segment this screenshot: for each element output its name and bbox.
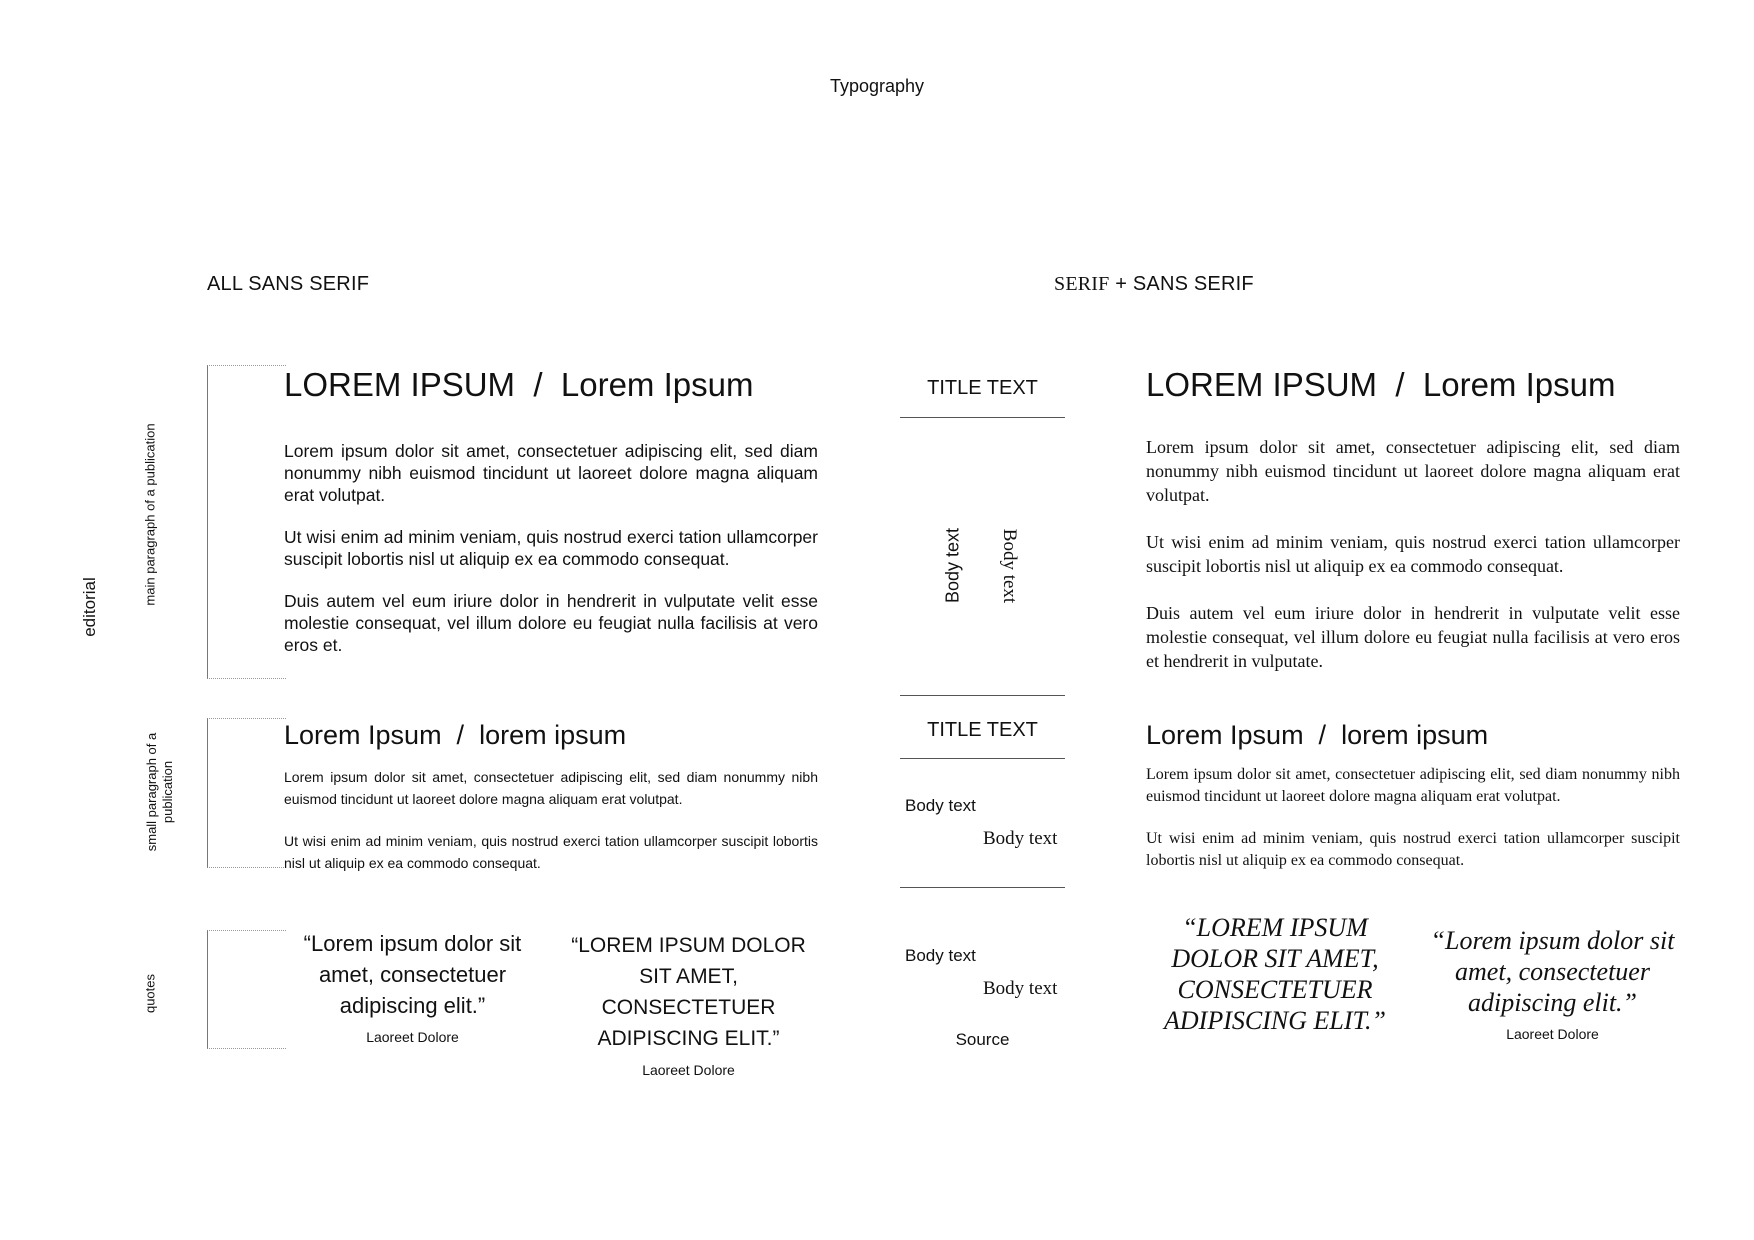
right-column-heading [1054,273,1254,296]
left-main-body [284,440,818,676]
left-quote-2-text: “LOREM IPSUM DOLOR SIT AMET, CONSECTETUER ADIPISCING ELIT.” [571,934,806,1050]
left-main-paragraph-2: Ut wisi enim ad minim veniam, quis nostrud exerci tation ullamcorper suscipit lobortis nisl ut aliquip ex ea commodo consequat. [284,527,818,569]
left-quote-2 [556,930,821,1078]
middle-divider-1 [900,417,1065,418]
left-main-paragraph-1: Lorem ipsum dolor sit amet, consectetuer adipiscing elit, sed diam nonummy nibh euismod tincidunt ut laoreet dolore magna aliquam erat volutpat. [284,441,818,505]
right-small-title: Lorem Ipsum / lorem ipsum [1146,720,1489,750]
right-main-body [1146,435,1680,696]
right-small-paragraph-1: Lorem ipsum dolor sit amet, consectetuer adipiscing elit, sed diam nonummy nibh euismod tincidunt ut laoreet dolore magna aliquam erat volutpat. [1146,766,1680,805]
right-quote-2 [1430,925,1675,1042]
middle-title-1: TITLE TEXT [927,377,1038,399]
left-quote-2-source: Laoreet Dolore [642,1062,735,1078]
bracket-main [207,365,286,679]
right-main-paragraph-3: Duis autem vel eum iriure dolor in hendrerit in vulputate velit esse molestie consequat, vel illum dolore eu feugiat nulla facilisis at vero eros et hendrerit in vulputate. [1146,603,1680,671]
middle-body-serif-a: Body text [983,828,1058,849]
left-column-heading: ALL SANS SERIF [207,273,370,295]
right-main-paragraph-1: Lorem ipsum dolor sit amet, consectetuer adipiscing elit, sed diam nonummy nibh euismod tincidunt ut laoreet dolore magna aliquam erat volutpat. [1146,437,1680,505]
row-label-main: main paragraph of a publication [142,423,158,606]
middle-divider-2 [900,695,1065,696]
middle-body-sans-a: Body text [905,796,976,815]
right-small-paragraph-2: Ut wisi enim ad minim veniam, quis nostrud exerci tation ullamcorper suscipit lobortis nisl ut aliquip ex ea commodo consequat. [1146,830,1680,869]
middle-source: Source [955,1030,1010,1049]
middle-vertical-body-sans: Body text [942,527,963,604]
row-label-small-line2: publication [160,760,175,824]
right-main-paragraph-2: Ut wisi enim ad minim veniam, quis nostrud exerci tation ullamcorper suscipit lobortis nisl ut aliquip ex ea commodo consequat. [1146,532,1680,576]
middle-divider-3 [900,758,1065,759]
bracket-quotes [207,930,286,1049]
left-quote-1-source: Laoreet Dolore [366,1029,459,1045]
row-label-quotes: quotes [142,973,158,1014]
middle-vertical-body-serif: Body text [999,528,1020,604]
heading-serif-word: SERIF [1054,273,1110,295]
left-small-title: Lorem Ipsum / lorem ipsum [284,720,627,750]
middle-body-sans-b: Body text [905,946,976,965]
section-label-editorial: editorial [80,577,99,637]
left-small-body [284,766,818,894]
right-quote-1: “LOREM IPSUM DOLOR SIT AMET, CONSECTETUER ADIPISCING ELIT.” [1164,913,1386,1035]
row-label-small [144,722,176,862]
left-small-paragraph-1: Lorem ipsum dolor sit amet, consectetuer adipiscing elit, sed diam nonummy nibh euismod tincidunt ut laoreet dolore magna aliquam erat volutpat. [284,769,818,807]
right-main-title: LOREM IPSUM / Lorem Ipsum [1146,366,1616,403]
bracket-small [207,718,286,868]
middle-body-serif-b: Body text [983,978,1058,999]
left-main-title: LOREM IPSUM / Lorem Ipsum [284,366,754,403]
middle-title-2: TITLE TEXT [927,719,1038,741]
left-quote-1-text: “Lorem ipsum dolor sit amet, consectetuer adipiscing elit.” [303,931,522,1018]
heading-sans-word: + SANS SERIF [1115,273,1254,295]
middle-divider-4 [900,887,1065,888]
right-quote-2-text: “Lorem ipsum dolor sit amet, consectetuer adipiscing elit.” [1430,926,1675,1017]
left-main-paragraph-3: Duis autem vel eum iriure dolor in hendrerit in vulputate velit esse molestie consequat, vel illum dolore eu feugiat nulla facilisis at vero eros et. [284,591,818,655]
left-small-paragraph-2: Ut wisi enim ad minim veniam, quis nostrud exerci tation ullamcorper suscipit lobortis nisl ut aliquip ex ea commodo consequat. [284,833,818,871]
right-small-body [1146,764,1680,892]
page-title: Typography [829,76,925,96]
row-label-small-line1: small paragraph of a [144,732,159,852]
left-quote-1 [290,928,535,1045]
right-quote-2-source: Laoreet Dolore [1506,1026,1599,1042]
